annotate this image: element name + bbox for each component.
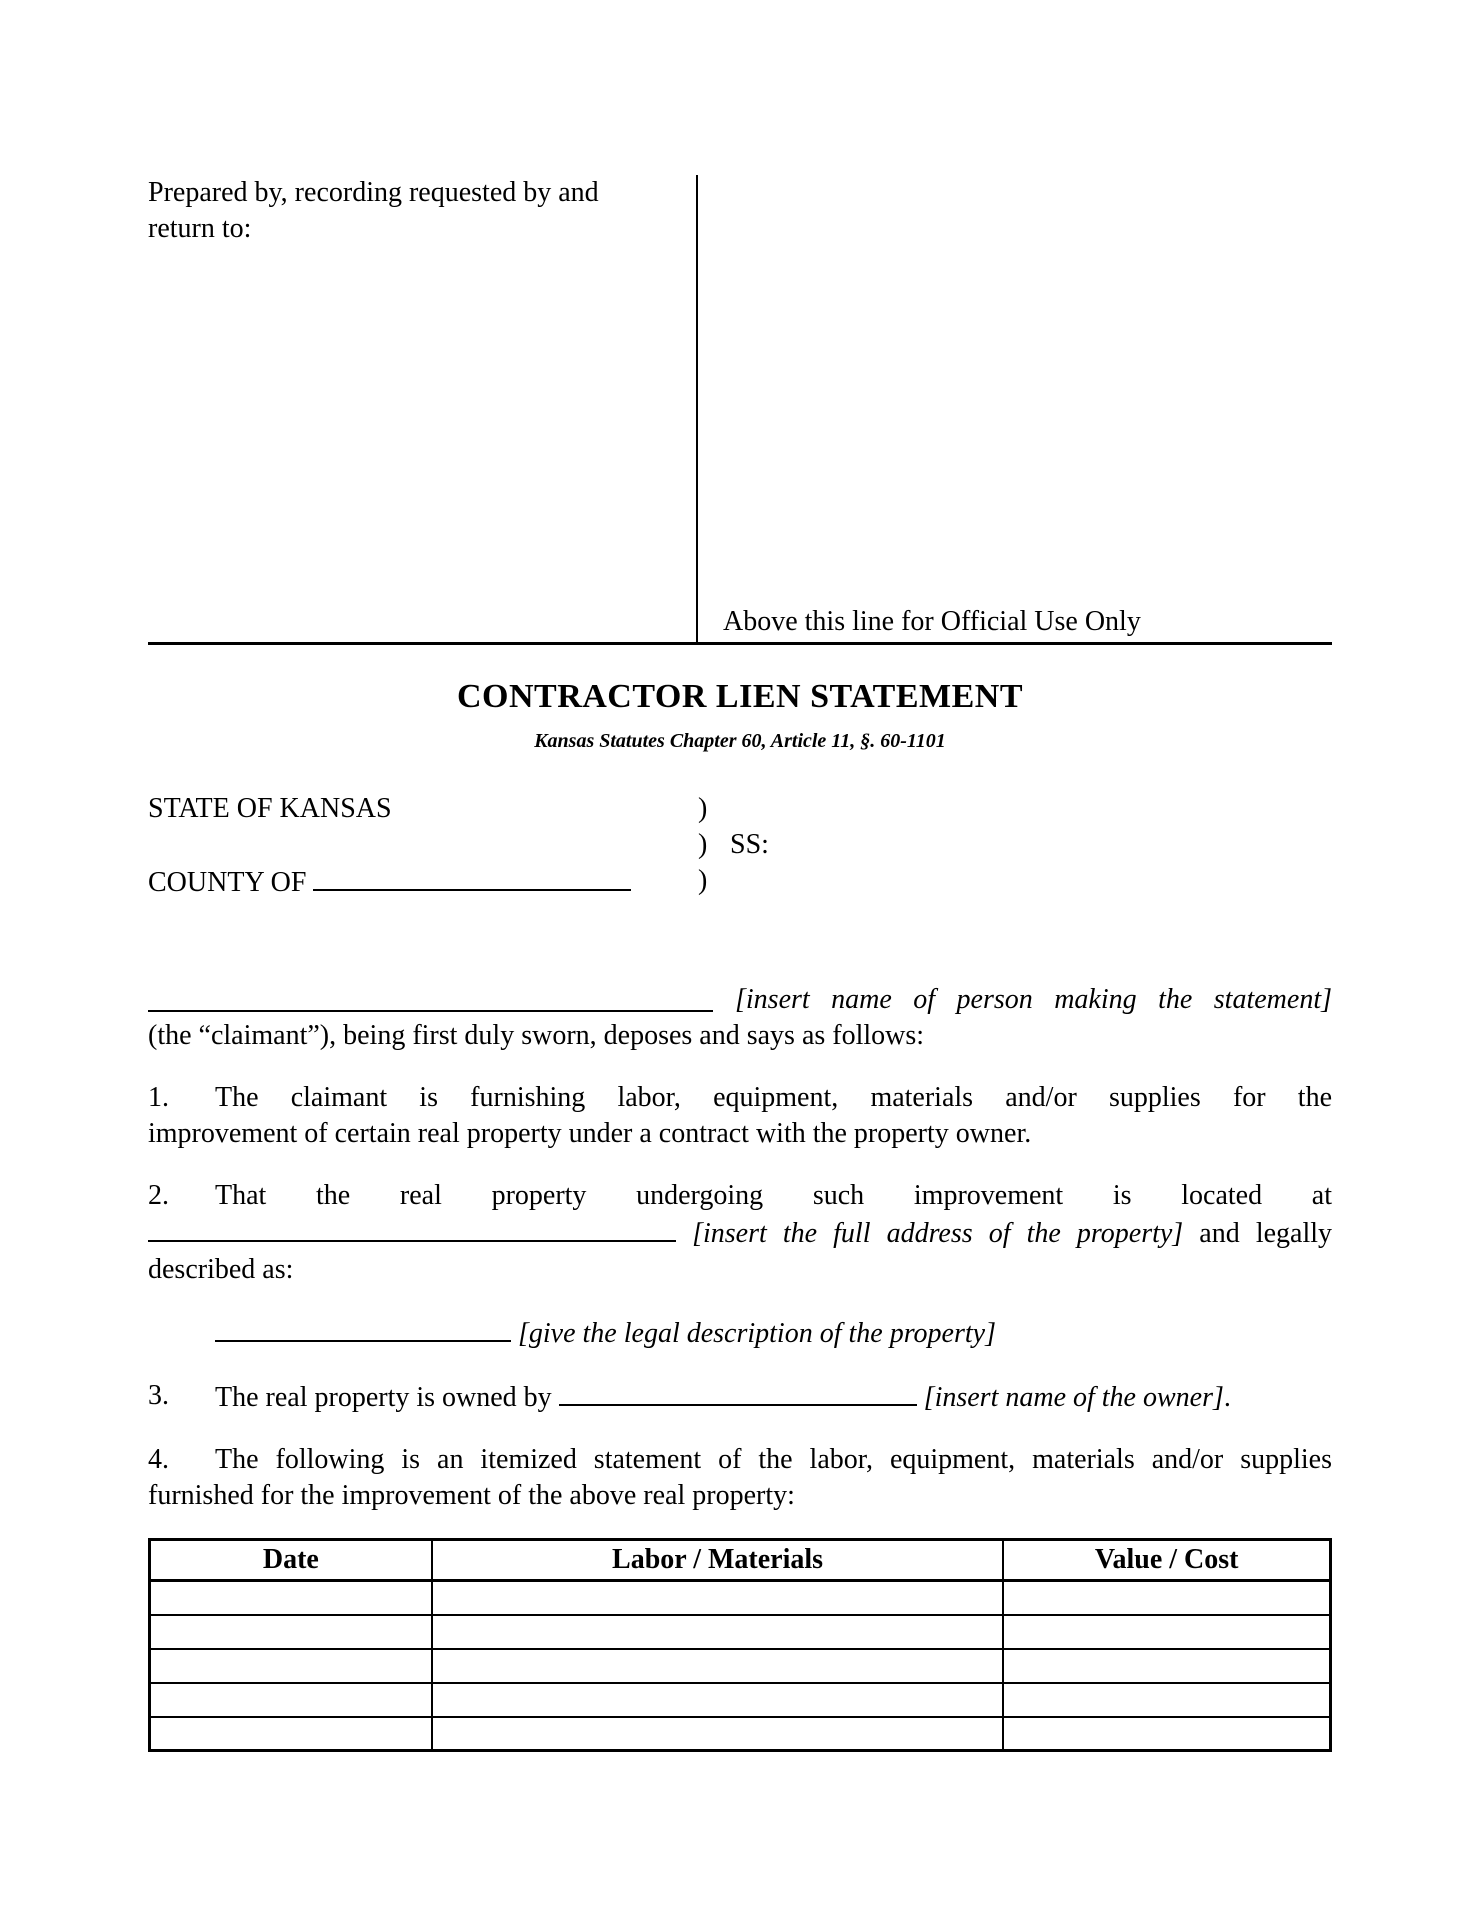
table-cell: [1003, 1683, 1330, 1717]
table-row: [150, 1683, 1331, 1717]
table-cell: [150, 1649, 432, 1683]
table-row: [150, 1581, 1331, 1615]
venue-county-row: [148, 863, 1332, 899]
paragraph-2-suffix: and legally: [1199, 1218, 1333, 1249]
paragraph-3-period: .: [1223, 1382, 1231, 1413]
official-use-block: [698, 175, 1332, 642]
paragraph-1-line-2: improvement of certain real property under a contract with the property owner.: [148, 1118, 1032, 1149]
table-cell: [1003, 1615, 1330, 1649]
ss-label: SS:: [730, 829, 769, 860]
property-address-hint: [insert the full address of the property]: [692, 1218, 1184, 1249]
owner-name-hint: [insert name of the owner]: [923, 1382, 1224, 1413]
table-cell: [150, 1581, 432, 1615]
table-cell: [150, 1717, 432, 1751]
claimant-block: [148, 982, 1332, 1054]
table-cell: [432, 1649, 1004, 1683]
legal-description-line: [215, 1314, 1332, 1352]
county-name-blank: [313, 863, 631, 891]
labor-materials-column-header: Labor / Materials: [432, 1540, 1004, 1581]
paragraph-4-text: The following is an itemized statement of the labor, equipment, materials and/or supplies: [215, 1444, 1332, 1475]
paragraph-3: [148, 1378, 1332, 1416]
page-title: CONTRACTOR LIEN STATEMENT: [456, 678, 1024, 715]
value-cost-column-header: Value / Cost: [1003, 1540, 1330, 1581]
paragraph-3-number: 3.: [148, 1380, 169, 1411]
table-cell: [150, 1683, 432, 1717]
table-row: [150, 1615, 1331, 1649]
venue-paren: ): [698, 793, 708, 824]
paragraph-1: [148, 1080, 1332, 1152]
paragraph-2-line-2: [148, 1214, 1332, 1252]
itemized-table-body: [150, 1581, 1331, 1751]
prepared-by-block: [148, 175, 698, 642]
venue-state-row: [148, 791, 1332, 827]
table-cell: [1003, 1649, 1330, 1683]
paragraph-1-number: 1.: [148, 1082, 169, 1113]
state-label: STATE OF KANSAS: [148, 793, 392, 824]
claimant-sworn-line: (the “claimant”), being first duly sworn, deposes and says as follows:: [148, 1020, 925, 1051]
date-column-header: Date: [150, 1540, 432, 1581]
claimant-name-hint: [insert name of person making the statement]: [735, 984, 1332, 1015]
paragraph-2: [148, 1178, 1332, 1288]
paragraph-3-line: [148, 1378, 1332, 1416]
county-label: COUNTY OF: [148, 867, 307, 898]
table-cell: [432, 1615, 1004, 1649]
legal-description-blank: [215, 1314, 511, 1342]
paragraph-3-text: The real property is owned by: [215, 1382, 552, 1413]
paragraph-2-number: 2.: [148, 1180, 169, 1211]
claimant-name-line: [148, 982, 1332, 1018]
itemized-statement-table: [148, 1538, 1332, 1752]
table-row: [150, 1717, 1331, 1751]
paragraph-3-text-wrap: [215, 1378, 1332, 1416]
table-cell: [1003, 1717, 1330, 1751]
recording-header: [148, 175, 1332, 645]
paragraph-1-line-1: [148, 1080, 1332, 1116]
paragraph-2-line-3: described as:: [148, 1254, 294, 1285]
paragraph-4-line-1: [148, 1442, 1332, 1478]
official-use-text: Above this line for Official Use Only: [723, 606, 1141, 637]
table-cell: [150, 1615, 432, 1649]
paragraph-2-text: That the real property undergoing such improvement is located at: [215, 1180, 1332, 1211]
paragraph-4: [148, 1442, 1332, 1514]
table-cell: [432, 1683, 1004, 1717]
prepared-by-text: Prepared by, recording requested by and return to:: [148, 177, 599, 244]
table-cell: [432, 1581, 1004, 1615]
property-address-blank: [148, 1214, 676, 1242]
legal-description-hint: [give the legal description of the property]: [518, 1318, 996, 1349]
table-row: [150, 1649, 1331, 1683]
table-header-row: [150, 1540, 1331, 1581]
venue-paren: ): [698, 865, 708, 896]
owner-name-blank: [559, 1378, 917, 1406]
table-cell: [432, 1717, 1004, 1751]
venue-block: [148, 791, 1332, 899]
paragraph-2-line-1: [148, 1178, 1332, 1214]
table-cell: [1003, 1581, 1330, 1615]
venue-ss-row: [148, 827, 1332, 863]
paragraph-1-text: The claimant is furnishing labor, equipment, materials and/or supplies for the: [215, 1082, 1332, 1113]
statute-reference: Kansas Statutes Chapter 60, Article 11, §. 60-1101: [534, 730, 946, 752]
paragraph-4-line-2: furnished for the improvement of the above real property:: [148, 1480, 795, 1511]
venue-paren: ): [698, 829, 708, 860]
paragraph-4-number: 4.: [148, 1444, 169, 1475]
claimant-name-blank: [148, 982, 713, 1012]
